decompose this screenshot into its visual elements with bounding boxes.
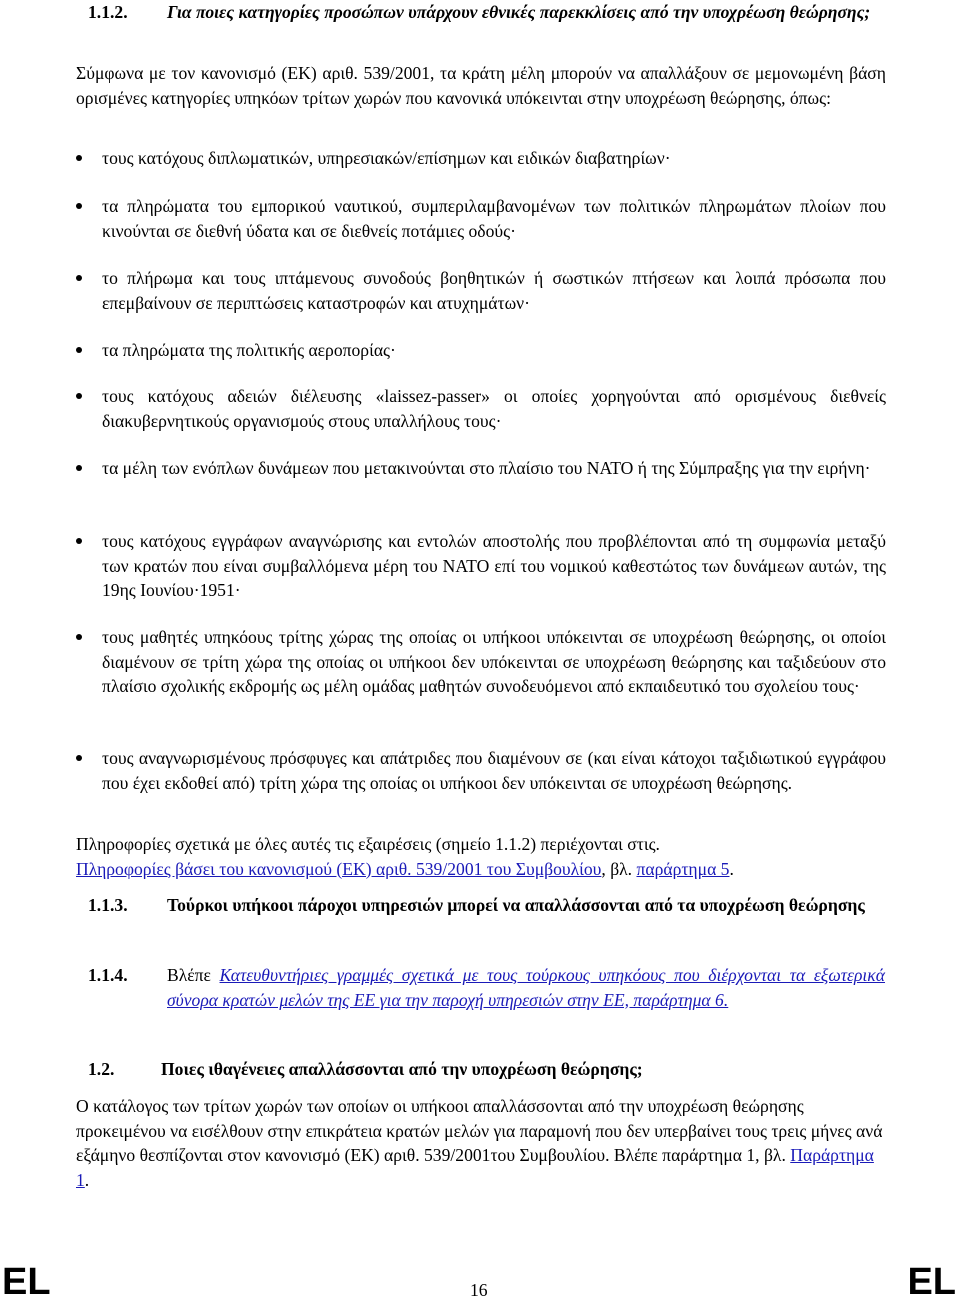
- list-item: [76, 529, 886, 603]
- list-item-text: τα πληρώματα του εμπορικού ναυτικού, συμπεριλαμβανομένων των πολιτικών πληρωμάτων πλοίων που κινούνται σε διεθνή ύδατα και σε διεθνείς ποτάμιες οδούς·: [102, 196, 886, 241]
- list-item: [76, 456, 886, 481]
- section-1-1-4-text: [167, 963, 885, 1012]
- info-end: .: [729, 858, 734, 879]
- info-separator: , βλ.: [601, 858, 637, 879]
- turkish-nationals-guidelines-link[interactable]: Κατευθυντήριες γραμμές σχετικά με τους τούρκους υπηκόους που διέρχονται τα εξωτερικά σύνορα κρατών μελών της ΕΕ για την παροχή υπηρεσιών στην ΕΕ, παράρτημα 6.: [167, 965, 885, 1010]
- bullet-icon: [76, 393, 82, 399]
- list-item: [76, 338, 886, 363]
- section-number: 1.1.2.: [88, 2, 128, 22]
- section-1-1-2-heading: [88, 0, 888, 50]
- list-item-text: τους κατόχους διπλωματικών, υπηρεσιακών/επίσημων και ειδικών διαβατηρίων·: [102, 148, 671, 168]
- list-item: [76, 746, 886, 795]
- bullet-icon: [76, 347, 82, 353]
- section-number: 1.1.4.: [88, 965, 128, 985]
- closing-paragraph: [76, 1094, 886, 1192]
- section-title: Ποιες ιθαγένειες απαλλάσσονται από την υποχρέωση θεώρησης;: [161, 1059, 643, 1079]
- section-1-1-4: [88, 963, 888, 1039]
- section-title: Τούρκοι υπήκοοι πάροχοι υπηρεσιών μπορεί να απαλλάσσονται από τα υποχρέωση θεώρησης: [167, 895, 865, 915]
- section-title: Για ποιες κατηγορίες προσώπων υπάρχουν εθνικές παρεκκλίσεις από την υποχρέωση θεώρησης;: [167, 2, 871, 22]
- info-links-line: [76, 857, 886, 882]
- list-item-text: τους μαθητές υπηκόους τρίτης χώρας της οποίας οι υπήκοοι υπόκεινται σε υποχρέωση θεώρησης, οι οποίοι διαμένουν σε τρίτη χώρα της οποίας οι υπήκοοι δεν υπόκεινται σε υποχρέωση θεώρησης και ταξιδεύουν στο πλαίσιο σχολικής εκδρομής ως μέλη ομάδας μαθητών συνοδευόμενοι από εκπαιδευτικό του σχολείου τους·: [102, 627, 886, 696]
- intro-paragraph: Σύμφωνα με τον κανονισμό (ΕΚ) αριθ. 539/2001, τα κράτη μέλη μπορούν να απαλλάξουν σε μεμονωμένη βάση ορισμένες κατηγορίες υπηκόων τρίτων χωρών που κανονικά υπόκεινται στην υποχρέωση θεώρησης, όπως:: [76, 63, 886, 108]
- closing-text: Ο κατάλογος των τρίτων χωρών των οποίων οι υπήκοοι απαλλάσσονται από την υποχρέωση θεώρησης προκειμένου να εισέλθουν στην επικράτεια κρατών μελών για παραμονή που δεν υπερβαίνει τους τρεις μήνες ανά εξάμηνο θεσπίζονται στον κανονισμό (ΕΚ) αριθ. 539/2001του Συμβουλίου. Βλέπε παράρτημα 1, βλ.: [76, 1096, 883, 1165]
- list-item-text: τους αναγνωρισμένους πρόσφυγες και απάτριδες που διαμένουν σε (και είναι κάτοχοι ταξιδιωτικού εγγράφου που έχει εκδοθεί από) τρίτη χώρα της οποίας οι υπήκοοι δεν υπόκεινται σε υποχρέωση θεώρησης.: [102, 748, 886, 793]
- regulation-info-link[interactable]: Πληροφορίες βάσει του κανονισμού (ΕΚ) αριθ. 539/2001 του Συμβουλίου: [76, 858, 602, 879]
- list-item-text: τα πληρώματα της πολιτικής αεροπορίας·: [102, 340, 396, 360]
- bullet-icon: [76, 634, 82, 640]
- list-item-text: το πλήρωμα και τους ιπτάμενους συνοδούς βοηθητικών ή σωστικών πτήσεων και λοιπά πρόσωπα που επεμβαίνουν σε περιπτώσεις καταστροφών και ατυχημάτων·: [102, 268, 886, 313]
- annex-5-link[interactable]: παράρτημα 5: [636, 858, 730, 879]
- bullet-icon: [76, 755, 82, 761]
- section-number: 1.1.3.: [88, 895, 128, 915]
- page-number: 16: [470, 1280, 488, 1300]
- list-item: [76, 194, 886, 243]
- list-item-text: τους κατόχους αδειών διέλευσης «laissez-passer» οι οποίες χορηγούνται από ορισμένους διεθνείς διακυβερνητικούς οργανισμούς στους υπαλλήλους τους·: [102, 386, 886, 431]
- bullet-icon: [76, 538, 82, 544]
- list-item-text: τους κατόχους εγγράφων αναγνώρισης και εντολών αποστολής που προβλέπονται από τη συμφωνία μεταξύ των κρατών που είναι συμβαλλόμενα μέρη του ΝΑΤΟ επί του νομικού καθεστώτος των δυνάμεων αυτών, της 19ης Ιουνίου·1951·: [102, 531, 886, 600]
- bullet-icon: [76, 203, 82, 209]
- list-item: [76, 146, 886, 171]
- footer-language-right: EL: [907, 1261, 956, 1303]
- closing-end: .: [84, 1169, 90, 1190]
- section-number: 1.2.: [88, 1059, 115, 1079]
- section-1-1-3-heading: [88, 893, 888, 943]
- list-item: [76, 266, 886, 315]
- list-item-text: τα μέλη των ενόπλων δυνάμεων που μετακινούνται στο πλαίσιο του ΝΑΤΟ ή της Σύμπραξης για την ειρήνη·: [102, 458, 871, 478]
- bullet-icon: [76, 275, 82, 281]
- footer-language-left: EL: [2, 1261, 51, 1303]
- info-text: Πληροφορίες σχετικά με όλες αυτές τις εξαιρέσεις (σημείο 1.1.2) περιέχονται στις.: [76, 834, 660, 854]
- section-1-2-heading: [88, 1057, 888, 1083]
- see-prefix: Βλέπε: [167, 965, 220, 985]
- annex-1-link[interactable]: Παράρτημα 1: [76, 1145, 874, 1190]
- bullet-icon: [76, 465, 82, 471]
- info-paragraph: [76, 832, 886, 881]
- list-item: [76, 625, 886, 699]
- list-item: [76, 384, 886, 433]
- bullet-icon: [76, 155, 82, 161]
